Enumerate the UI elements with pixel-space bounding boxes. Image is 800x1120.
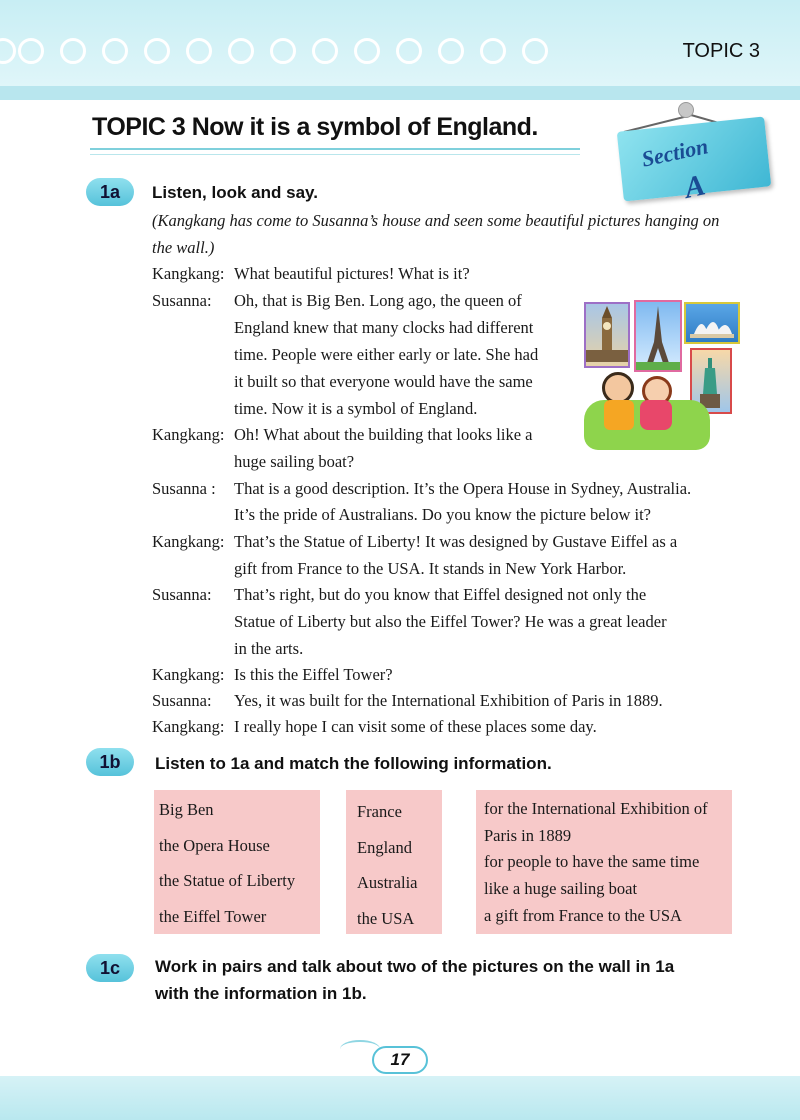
dialogue-line: England knew that many clocks had different: [234, 318, 534, 337]
nail-icon: [678, 102, 694, 118]
country-item: the USA: [357, 908, 415, 928]
fact-item: for the International Exhibition of: [484, 799, 708, 818]
big-ben-icon: [586, 304, 628, 366]
circle-decoration: [396, 38, 422, 64]
speaker: Kangkang:: [152, 717, 225, 736]
instruction-line: with the information in 1b.: [155, 984, 367, 1003]
dialogue-line: it built so that everyone would have the same: [234, 372, 533, 391]
dialogue-line: time. People were either early or late. She had: [234, 345, 539, 364]
eiffel-tower-icon: [636, 302, 680, 370]
badge-1c: 1c: [86, 954, 134, 982]
dialogue-line: What beautiful pictures! What is it?: [234, 264, 470, 283]
dialogue-line: Oh, that is Big Ben. Long ago, the queen of: [234, 291, 522, 310]
circle-decoration: [18, 38, 44, 64]
dialogue-line: in the arts.: [234, 639, 304, 658]
countries-box: [346, 790, 442, 934]
badge-1b: 1b: [86, 748, 134, 776]
opera-house-icon: [686, 304, 738, 342]
section-label: Section: [639, 133, 711, 172]
speaker: Kangkang:: [152, 532, 225, 551]
dialogue-line: That is a good description. It’s the Opera House in Sydney, Australia.: [234, 479, 692, 498]
footer-band: [0, 1076, 800, 1120]
dialogue-line: It’s the pride of Australians. Do you know the picture below it?: [234, 505, 651, 524]
fact-item: for people to have the same time: [484, 852, 700, 872]
speaker: Kangkang:: [152, 264, 225, 283]
dialogue-line: I really hope I can visit some of these places some day.: [234, 717, 597, 736]
dialogue-line: Yes, it was built for the International Exhibition of Paris in 1889.: [234, 691, 663, 710]
dialogue-line: time. Now it is a symbol of England.: [234, 399, 478, 418]
header-band: [0, 0, 800, 100]
facts-box: [476, 790, 732, 934]
topic-tag: TOPIC 3: [682, 40, 760, 62]
speaker: Kangkang:: [152, 665, 225, 684]
title-underline: [90, 148, 580, 155]
dialogue-line: Oh! What about the building that looks like a: [234, 425, 533, 444]
fact-item: a gift from France to the USA: [484, 905, 682, 925]
speaker: Susanna:: [152, 585, 212, 604]
fact-item: Paris in 1889: [484, 825, 572, 845]
decorative-circles: [0, 32, 580, 72]
fact-item: like a huge sailing boat: [484, 879, 638, 899]
boy-shirt: [604, 400, 634, 430]
girl-dress: [640, 400, 672, 430]
circle-decoration: [60, 38, 86, 64]
dialogue-line: Statue of Liberty but also the Eiffel Tower? He was a great leader: [234, 612, 667, 631]
landmark-item: Big Ben: [159, 800, 214, 819]
circle-decoration: [354, 38, 380, 64]
big-ben-picture: [584, 302, 630, 368]
dialogue-line: Is this the Eiffel Tower?: [234, 665, 393, 684]
eiffel-tower-picture: [634, 300, 682, 372]
section-board: [617, 116, 772, 205]
circle-decoration: [312, 38, 338, 64]
landmark-item: the Opera House: [159, 835, 270, 855]
intro-text: (Kangkang has come to Susanna’s house and seen some beautiful pictures hanging on the wall.): [152, 211, 720, 257]
section-card: [612, 102, 780, 205]
circle-decoration: [438, 38, 464, 64]
speaker: Kangkang:: [152, 425, 225, 444]
opera-house-picture: [684, 302, 740, 344]
speaker: Susanna:: [152, 291, 212, 310]
dialogue-line: That’s the Statue of Liberty! It was designed by Gustave Eiffel as a: [234, 532, 678, 551]
dialogue-line: gift from France to the USA. It stands in New York Harbor.: [234, 559, 627, 578]
dialogue-line: huge sailing boat?: [234, 452, 355, 471]
heading-1c: [155, 953, 735, 1007]
landmark-item: the Statue of Liberty: [159, 871, 296, 890]
circle-decoration: [480, 38, 506, 64]
circle-decoration: [228, 38, 254, 64]
wall-pictures: [582, 300, 742, 452]
badge-1a: 1a: [86, 178, 134, 206]
circle-decoration: [0, 38, 16, 64]
circle-decoration: [270, 38, 296, 64]
landmark-item: the Eiffel Tower: [159, 906, 267, 926]
country-item: France: [357, 802, 402, 821]
speaker: Susanna:: [152, 691, 212, 710]
circle-decoration: [522, 38, 548, 64]
landmarks-box: [154, 790, 320, 934]
page-title: TOPIC 3 Now it is a symbol of England.: [92, 113, 538, 141]
dialogue-line: That’s right, but do you know that Eiffel designed not only the: [234, 585, 647, 604]
header-stripe: [0, 86, 800, 100]
circle-decoration: [186, 38, 212, 64]
heading-1b: Listen to 1a and match the following information.: [155, 754, 552, 773]
circle-decoration: [102, 38, 128, 64]
heading-1a: Listen, look and say.: [152, 183, 318, 202]
country-item: England: [357, 837, 412, 857]
section-letter: A: [681, 168, 709, 205]
instruction-line: Work in pairs and talk about two of the pictures on the wall in 1a: [155, 957, 675, 976]
country-item: Australia: [357, 873, 418, 892]
circle-decoration: [144, 38, 170, 64]
page-number: 17: [372, 1046, 428, 1074]
speaker: Susanna :: [152, 479, 216, 498]
